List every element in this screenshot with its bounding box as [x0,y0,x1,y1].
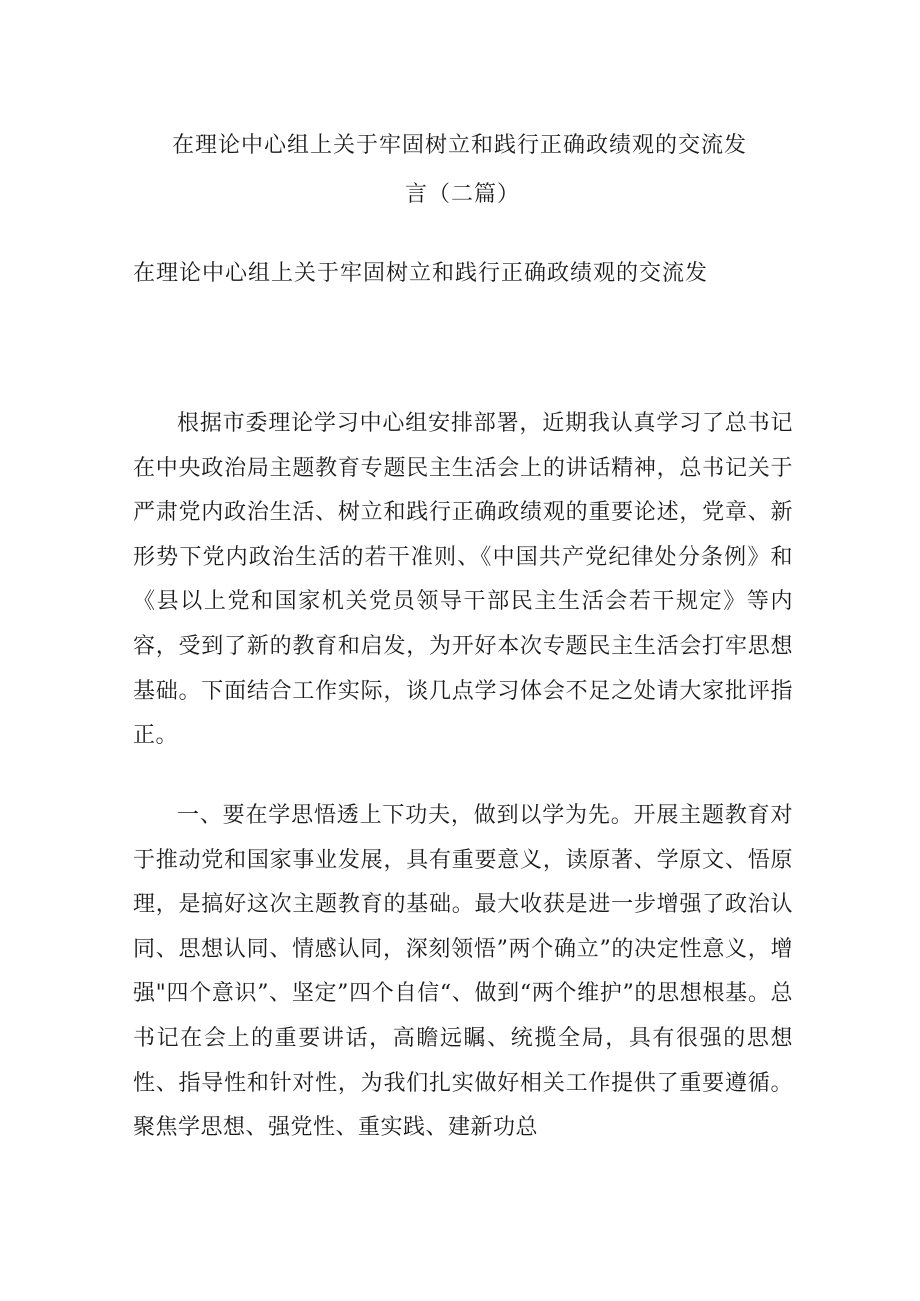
body-paragraph-2: 一、要在学思悟透上下功夫，做到以学为先。开展主题教育对于推动党和国家事业发展，具有重要意义，读原著、学原文、悟原理，是搞好这次主题教育的基础。最大收获是进一步增强了政治认同、思想认同、情感认同，深刻领悟”两个确立”的决定性意义，增强"四个意识”、坚定”四个自信“、做到“两个维护”的思想根基。总书记在会上的重要讲话，高瞻远瞩、统揽全局，具有很强的思想性、指导性和针对性，为我们扎实做好相关工作提供了重要遵循。聚焦学思想、强党性、重实践、建新功总 [133,803,793,1141]
document-title-line-2: 言（二篇） [405,182,521,207]
document-title-line-1: 在理论中心组上关于牢固树立和践行正确政绩观的交流发 [172,133,748,158]
body-paragraph-1: 根据市委理论学习中心组安排部署，近期我认真学习了总书记在中央政治局主题教育专题民主生活会上的讲话精神，总书记关于严肃党内政治生活、树立和践行正确政绩观的重要论述，党章、新形势下党内政治生活的若干准则、《中国共产党纪律处分条例》和《县以上党和国家机关党员领导干部民主生活会若干规定》等内容，受到了新的教育和启发，为开好本次专题民主生活会打牢思想基础。下面结合工作实际，谈几点学习体会不足之处请大家批评指正。 [133,411,793,749]
section-heading: 在理论中心组上关于牢固树立和践行正确政绩观的交流发 [133,261,709,286]
